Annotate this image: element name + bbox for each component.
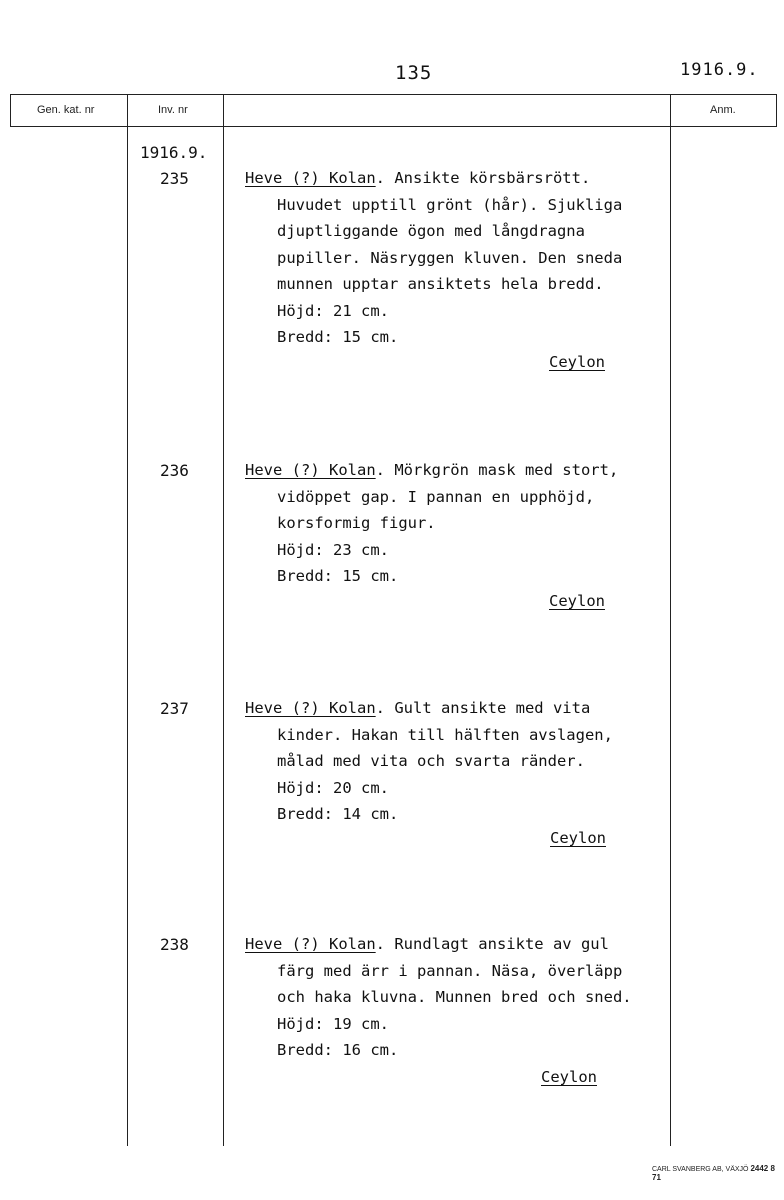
inv-text-divider (223, 94, 224, 1146)
width-measurement: Bredd: 15 cm. (277, 567, 399, 585)
entry-title: Heve (?) Kolan (245, 461, 376, 479)
entry-title: Heve (?) Kolan (245, 699, 376, 717)
entry-line: målad med vita och svarta ränder. (277, 752, 585, 770)
column-header-anm: Anm. (710, 104, 736, 116)
inventory-date: 1916.9. (140, 143, 208, 162)
entry-line: . Mörkgrön mask med stort, (375, 461, 619, 479)
entry-line: korsformig figur. (277, 514, 436, 532)
entry-description (245, 457, 618, 590)
width-measurement: Bredd: 15 cm. (277, 328, 399, 346)
column-header-gen-kat-nr: Gen. kat. nr (37, 104, 95, 116)
width-measurement: Bredd: 14 cm. (277, 805, 399, 823)
printer-name: CARL SVANBERG AB, VÄXJÖ (652, 1166, 749, 1173)
right-border-rule (776, 94, 777, 127)
left-border-rule (10, 94, 11, 127)
height-measurement: Höjd: 19 cm. (277, 1014, 389, 1033)
entry-origin: Ceylon (549, 353, 605, 371)
entry-line: färg med ärr i pannan. Näsa, överläpp (277, 961, 623, 980)
entry-origin: Ceylon (541, 1068, 597, 1086)
entry-title: Heve (?) Kolan (245, 169, 376, 187)
entry-line: och haka kluvna. Munnen bred och sned. (277, 988, 632, 1006)
entry-line: djuptliggande ögon med långdragna (277, 222, 585, 240)
entry-line: munnen upptar ansiktets hela bredd. (277, 275, 604, 293)
page-date-reference: 1916.9. (680, 60, 759, 80)
entry-line: Huvudet upptill grönt (hår). Sjukliga (277, 195, 623, 214)
entry-description (245, 695, 613, 828)
width-measurement: Bredd: 16 cm. (277, 1041, 399, 1059)
form-code: 2442 8 71 (652, 1164, 775, 1182)
entry-description (245, 931, 632, 1064)
entry-origin: Ceylon (550, 829, 606, 847)
column-header-inv-nr: Inv. nr (158, 104, 188, 116)
inventory-number: 237 (160, 699, 189, 718)
page-number: 135 (395, 62, 433, 84)
entry-line: kinder. Hakan till hälften avslagen, (277, 725, 613, 744)
height-measurement: Höjd: 21 cm. (277, 301, 389, 320)
gen-inv-divider (127, 94, 128, 1146)
inventory-number: 236 (160, 461, 189, 480)
inventory-number: 235 (160, 169, 189, 188)
entry-description (245, 165, 622, 351)
entry-line: pupiller. Näsryggen kluven. Den sneda (277, 248, 623, 267)
table-top-rule (10, 94, 777, 95)
entry-line: vidöppet gap. I pannan en upphöjd, (277, 487, 595, 506)
entry-line: . Rundlagt ansikte av gul (375, 935, 609, 953)
height-measurement: Höjd: 23 cm. (277, 540, 389, 559)
inventory-number: 238 (160, 935, 189, 954)
printer-imprint (652, 1164, 784, 1182)
entry-line: . Ansikte körsbärsrött. (375, 169, 591, 187)
height-measurement: Höjd: 20 cm. (277, 778, 389, 797)
entry-line: . Gult ansikte med vita (375, 699, 591, 717)
table-header-rule (10, 126, 777, 127)
text-anm-divider (670, 94, 671, 1146)
entry-origin: Ceylon (549, 592, 605, 610)
entry-title: Heve (?) Kolan (245, 935, 376, 953)
